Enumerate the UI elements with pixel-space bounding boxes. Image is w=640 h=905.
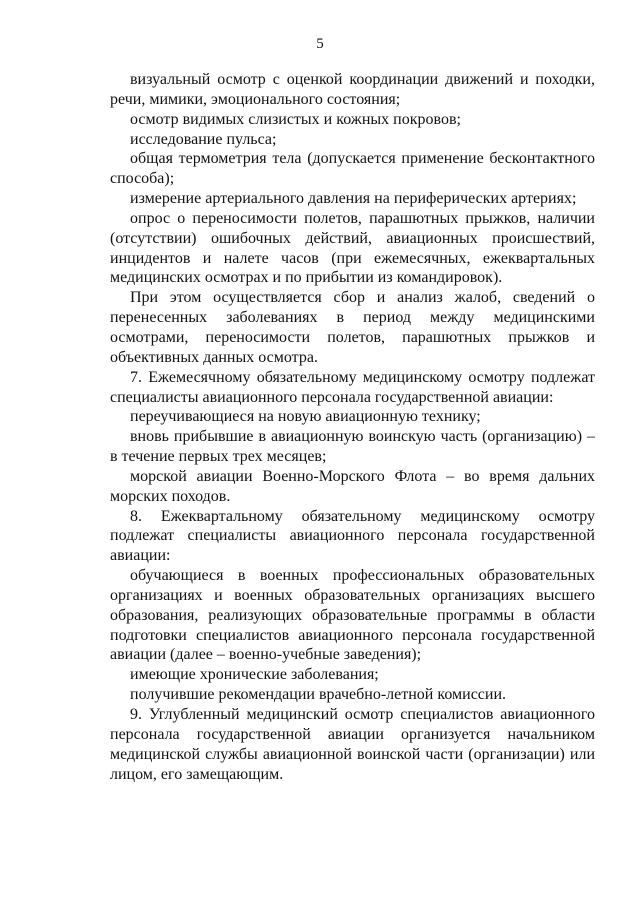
paragraph: исследование пульса; — [130, 130, 277, 148]
paragraph: 8. Ежеквартальному обязательному медицинскому осмотру подлежат специалисты авиационного персонала государственной авиации: — [110, 507, 595, 565]
paragraph: измерение артериального давления на периферических артериях; — [130, 190, 577, 208]
paragraph: 7. Ежемесячному обязательному медицинскому осмотру подлежат специалисты авиационного персонала государственной авиации: — [110, 368, 595, 406]
paragraph: вновь прибывшие в авиационную воинскую часть (организацию) – в течение первых трех месяцев; — [110, 428, 595, 466]
paragraph: морской авиации Военно-Морского Флота – во время дальних морских походов. — [110, 467, 595, 505]
paragraph: переучивающиеся на новую авиационную технику; — [130, 408, 481, 426]
document-body — [110, 70, 595, 784]
paragraph: получившие рекомендации врачебно-летной комиссии. — [130, 686, 507, 704]
paragraph: опрос о переносимости полетов, парашютных прыжков, наличии (отсутствии) ошибочных действий, авиационных происшествий, инцидентов и налете часов (при ежемесячных, ежеквартальных медицинских осмотрах и по прибытии из командировок). — [110, 209, 595, 287]
paragraph: 9. Углубленный медицинский осмотр специалистов авиационного персонала государственной авиации организуется начальником медицинской службы авиационной воинской части (организации) или лицом, его замещающим. — [110, 706, 595, 783]
page-number: 5 — [316, 36, 324, 52]
paragraph: обучающиеся в военных профессиональных образовательных организациях и военных образовательных организациях высшего образования, реализующих образовательные программы в области подготовки специалистов авиационного персонала государственной авиации (далее – военно-учебные заведения); — [110, 567, 595, 664]
paragraph: имеющие хронические заболевания; — [130, 666, 379, 684]
paragraph: осмотр видимых слизистых и кожных покровов; — [130, 110, 461, 128]
paragraph: При этом осуществляется сбор и анализ жалоб, сведений о перенесенных заболеваниях в период между медицинскими осмотрами, переносимости полетов, парашютных прыжков и объективных данных осмотра. — [110, 289, 595, 366]
paragraph: визуальный осмотр с оценкой координации движений и походки, речи, мимики, эмоционального состояния; — [110, 71, 595, 108]
paragraph: общая термометрия тела (допускается применение бесконтактного способа); — [110, 150, 595, 188]
